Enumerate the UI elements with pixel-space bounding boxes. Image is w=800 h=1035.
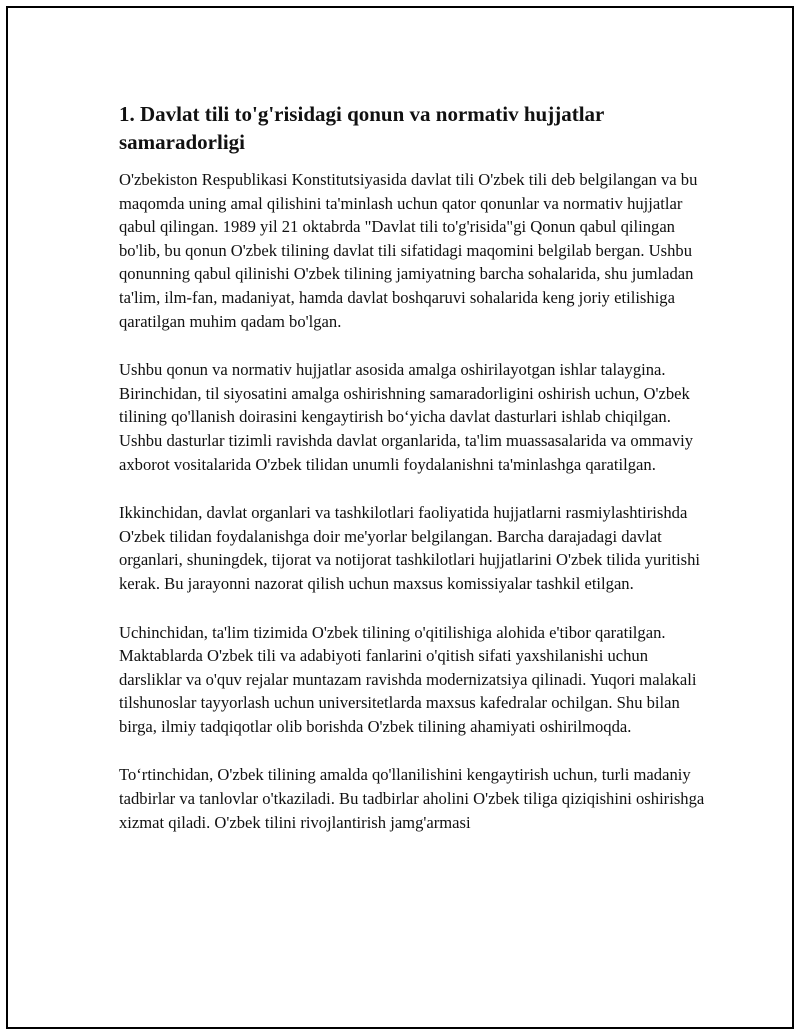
paragraph-4: Uchinchidan, ta'lim tizimida O'zbek tilining o'qitilishiga alohida e'tibor qaratilgan. Maktablarda O'zbek tili va adabiyoti fanlarini o'qitish sifati yaxshilanishi uchun darsliklar va o'quv rejalar muntazam ravishda modernizatsiya qilinadi. Yuqori malakali tilshunoslar tayyorlash uchun universitetlarda maxsus kafedralar ochilgan. Shu bilan birga, ilmiy tadqiqotlar olib borishda O'zbek tilining ahamiyati oshirilmoqda. — [119, 622, 697, 736]
paragraph-1: O'zbekiston Respublikasi Konstitutsiyasida davlat tili O'zbek tili deb belgilangan va bu maqomda uning amal qilishini ta'minlash uchun qator qonunlar va normativ hujjatlar qabul qilingan. 1989 yil 21 oktabrda "Davlat tili to'g'risida"gi Qonun qabul qilingan bo'lib, bu qonun O'zbek tilining davlat tili sifatidagi maqomini belgilab bergan. Ushbu qonunning qabul qilinishi O'zbek tilining jamiyatning barcha sohalarida, shu jumladan ta'lim, ilm-fan, madaniyat, hamda davlat boshqaruvi sohalarida keng joriy etilishiga qaratilgan muhim qadam bo'lgan. — [119, 170, 698, 331]
paragraph-3: Ikkinchidan, davlat organlari va tashkilotlari faoliyatida hujjatlarni rasmiylashtirishda O'zbek tilidan foydalanishga doir me'yorlar belgilangan. Barcha darajadagi davlat organlari, shuningdek, tijorat va notijorat tashkilotlari hujjatlarini O'zbek tilida yuritishi kerak. Bu jarayonni nazorat qilish uchun maxsus komissiyalar tashkil etilgan. — [119, 503, 701, 593]
paragraph-2: Ushbu qonun va normativ hujjatlar asosida amalga oshirilayotgan ishlar talaygina. Birinchidan, til siyosatini amalga oshirishning samaradorligini oshirish uchun, O'zbek tilining qo'llanish doirasini kengaytirish bo‘yicha davlat dasturlari ishlab chiqilgan. Ushbu dasturlar tizimli ravishda davlat organlarida, ta'lim muassasalarida va ommaviy axborot vositalarida O'zbek tilidan unumli foydalanishni ta'minlashga qaratilgan. — [119, 360, 694, 474]
page-frame — [6, 6, 794, 1029]
document-title: 1. Davlat tili to'g'risidagi qonun va normativ hujjatlar samaradorligi — [119, 102, 604, 154]
paragraph-5: To‘rtinchidan, O'zbek tilining amalda qo'llanilishini kengaytirish uchun, turli madaniy tadbirlar va tanlovlar o'tkaziladi. Bu tadbirlar aholini O'zbek tiliga qiziqishini oshirishga xizmat qiladi. O'zbek tilini rivojlantirish jamg'armasi — [119, 765, 705, 832]
document-body — [119, 100, 709, 859]
